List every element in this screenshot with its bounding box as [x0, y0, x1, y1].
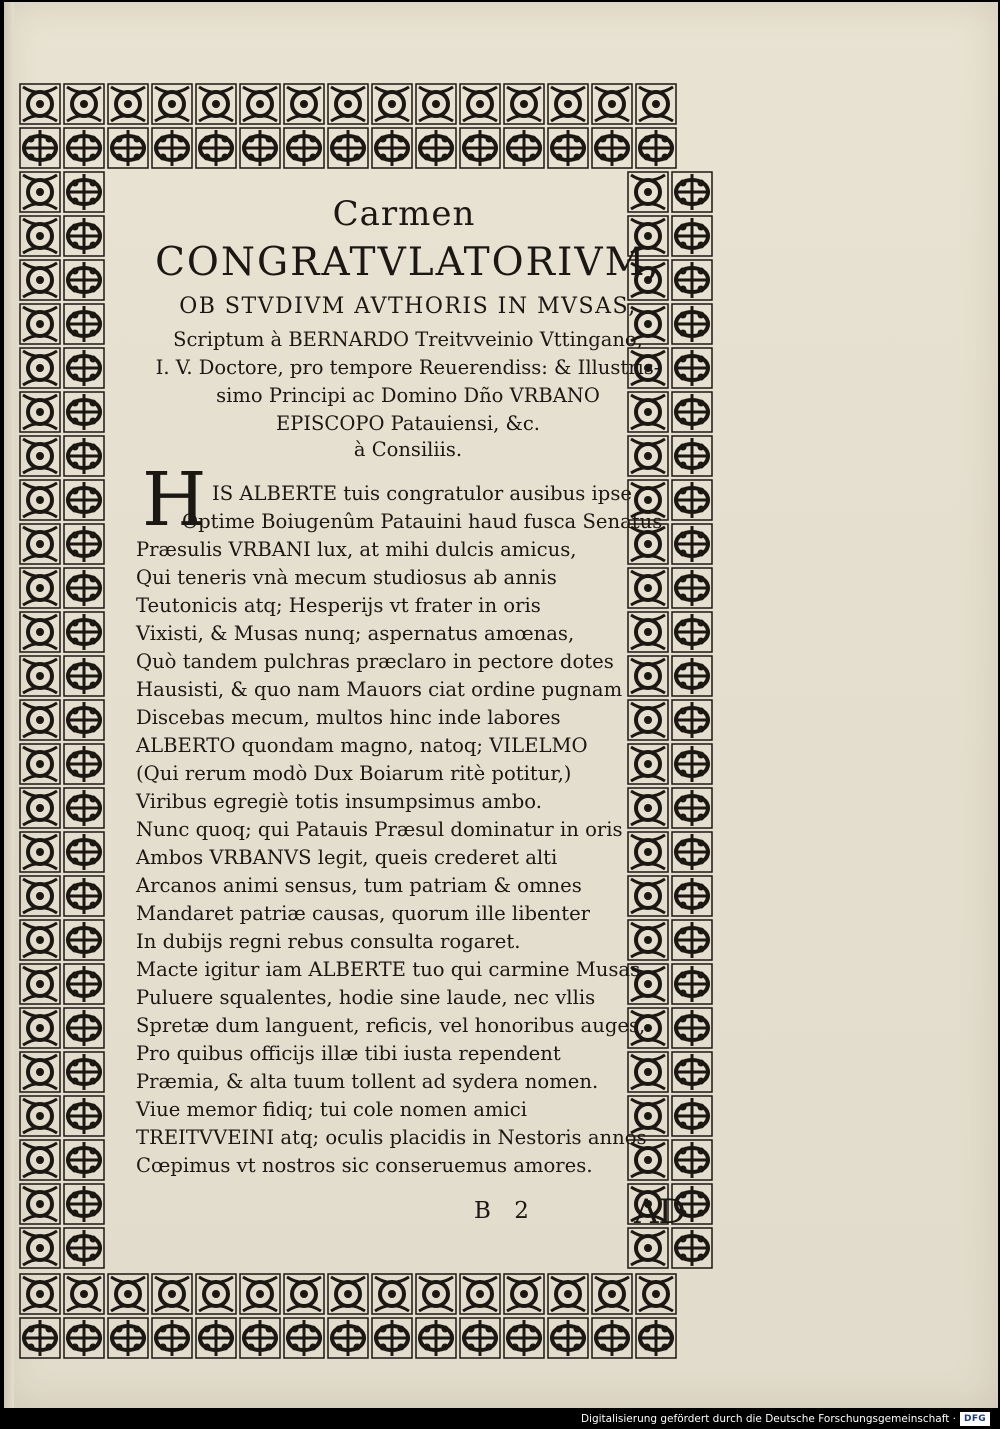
verse-line: (Qui rerum modò Dux Boiarum ritè potitur,) — [136, 762, 572, 785]
ornament-tile — [548, 1318, 588, 1358]
ornament-tile — [20, 1228, 60, 1268]
ornament-tile — [592, 128, 632, 168]
ornament-tile — [20, 1184, 60, 1224]
ornament-tile — [64, 920, 104, 960]
verse-line: Nunc quoq; qui Patauis Præsul dominatur in oris — [136, 818, 623, 841]
ornament-tile — [672, 480, 712, 520]
ornament-tile — [284, 1318, 324, 1358]
ornament-tile — [20, 744, 60, 784]
ornament-tile — [196, 128, 236, 168]
verse-line: Mandaret patriæ causas, quorum ille libenter — [136, 902, 591, 925]
ornament-tile — [328, 1274, 368, 1314]
ornament-tile — [672, 172, 712, 212]
ornament-tile — [64, 84, 104, 124]
ornament-tile — [108, 128, 148, 168]
funding-credit: Digitalisierung gefördert durch die Deutsche Forschungsgemeinschaft · — [580, 1413, 956, 1425]
verse-line: Viribus egregiè totis insumpsimus ambo. — [136, 790, 542, 813]
ornament-tile — [628, 568, 668, 608]
ornament-tile — [20, 920, 60, 960]
ornament-tile — [20, 260, 60, 300]
ornament-tile — [152, 84, 192, 124]
ornament-tile — [372, 84, 412, 124]
ornament-tile — [672, 1008, 712, 1048]
ornament-tile — [416, 84, 456, 124]
heading-line: I. V. Doctore, pro tempore Reuerendiss: & Illustris- — [155, 356, 661, 379]
ornament-tile — [20, 1052, 60, 1092]
ornament-tile — [64, 832, 104, 872]
ornament-tile — [240, 1318, 280, 1358]
verse-line: TREITVVEINI atq; oculis placidis in Nestoris annos — [136, 1126, 647, 1149]
title-carmen: Carmen — [332, 194, 476, 234]
ornament-tile — [240, 1274, 280, 1314]
verse-line: Spretæ dum languent, reficis, vel honoribus auges, — [136, 1014, 646, 1037]
ornament-tile — [460, 128, 500, 168]
verse-line: ALBERTO quondam magno, natoq; VILELMO — [136, 734, 588, 757]
ornament-tile — [672, 700, 712, 740]
ornament-tile — [672, 1140, 712, 1180]
ornament-tile — [628, 788, 668, 828]
ornament-tile — [64, 392, 104, 432]
ornament-tile — [672, 656, 712, 696]
ornament-tile — [108, 1274, 148, 1314]
verse-line: Ambos VRBANVS legit, queis crederet alti — [136, 846, 558, 869]
ornament-tile — [64, 700, 104, 740]
heading-line: Scriptum à BERNARDO Treitvveinio Vttingano, — [173, 328, 643, 351]
verse-line: Cœpimus vt nostros sic conseruemus amores. — [136, 1154, 593, 1177]
verse-line: Pro quibus officijs illæ tibi iusta rependent — [136, 1042, 561, 1065]
ornament-tile — [64, 876, 104, 916]
ornament-tile — [64, 480, 104, 520]
ornament-tile — [20, 612, 60, 652]
ornament-tile — [64, 568, 104, 608]
ornament-tile — [152, 1274, 192, 1314]
ornament-tile — [504, 1274, 544, 1314]
ornament-tile — [20, 656, 60, 696]
page-edge — [4, 2, 14, 1408]
ornament-tile — [196, 84, 236, 124]
ornament-tile — [64, 656, 104, 696]
verse-line: IS ALBERTE tuis congratulor ausibus ipse — [212, 482, 632, 505]
ornament-tile — [628, 744, 668, 784]
ornament-tile — [504, 1318, 544, 1358]
ornament-tile — [284, 1274, 324, 1314]
ornament-tile — [628, 656, 668, 696]
heading-line: à Consiliis. — [353, 438, 463, 461]
ornament-tile — [20, 1096, 60, 1136]
ornament-tile — [20, 436, 60, 476]
verse-line: Arcanos animi sensus, tum patriam & omnes — [136, 874, 582, 897]
ornament-tile — [504, 84, 544, 124]
ornament-tile — [672, 964, 712, 1004]
heading-line: simo Principi ac Domino Dño VRBANO — [216, 384, 600, 407]
ornament-tile — [64, 964, 104, 1004]
ornament-tile — [20, 1274, 60, 1314]
ornament-tile — [20, 568, 60, 608]
ornament-tile — [628, 172, 668, 212]
ornament-tile — [64, 524, 104, 564]
ornament-tile — [20, 216, 60, 256]
ornament-tile — [372, 1318, 412, 1358]
ornament-tile — [20, 832, 60, 872]
ornament-tile — [20, 876, 60, 916]
ornament-tile — [64, 1096, 104, 1136]
ornament-tile — [64, 260, 104, 300]
catchword: AD — [634, 1192, 686, 1232]
ornament-tile — [20, 480, 60, 520]
heading-line: EPISCOPO Patauiensi, &c. — [276, 412, 540, 435]
ornament-tile — [636, 1274, 676, 1314]
ornament-tile — [108, 84, 148, 124]
ornament-tile — [628, 700, 668, 740]
ornament-tile — [20, 1008, 60, 1048]
ornament-tile — [328, 1318, 368, 1358]
ornament-tile — [548, 1274, 588, 1314]
ornament-tile — [20, 788, 60, 828]
ornament-tile — [196, 1274, 236, 1314]
subtitle: OB STVDIVM AVTHORIS IN MVSAS, — [179, 294, 637, 319]
ornament-tile — [672, 612, 712, 652]
ornament-tile — [20, 1140, 60, 1180]
ornament-tile — [108, 1318, 148, 1358]
ornament-tile — [672, 788, 712, 828]
ornament-tile — [196, 1318, 236, 1358]
ornament-tile — [20, 128, 60, 168]
ornament-tile — [672, 1052, 712, 1092]
ornament-tile — [672, 1228, 712, 1268]
dfg-logo-icon: DFG — [960, 1412, 990, 1426]
verse-line: Discebas mecum, multos hinc inde labores — [136, 706, 561, 729]
ornament-tile — [64, 436, 104, 476]
verse-line: Præsulis VRBANI lux, at mihi dulcis amicus, — [136, 538, 577, 561]
ornament-tile — [64, 788, 104, 828]
ornament-tile — [64, 1052, 104, 1092]
ornament-tile — [64, 172, 104, 212]
ornament-tile — [64, 1274, 104, 1314]
ornament-tile — [628, 876, 668, 916]
ornament-tile — [504, 128, 544, 168]
ornament-tile — [592, 1318, 632, 1358]
ornament-tile — [64, 348, 104, 388]
ornament-tile — [548, 128, 588, 168]
drop-cap: H — [142, 457, 207, 543]
ornament-tile — [672, 876, 712, 916]
ornament-tile — [20, 1318, 60, 1358]
title-main: CONGRATVLATORIVM, — [155, 240, 661, 285]
verse-line: Viue memor fidiq; tui cole nomen amici — [136, 1098, 527, 1121]
ornament-tile — [152, 128, 192, 168]
ornament-tile — [460, 84, 500, 124]
ornament-tile — [64, 744, 104, 784]
ornament-tile — [284, 128, 324, 168]
ornament-tile — [20, 304, 60, 344]
ornament-tile — [64, 128, 104, 168]
ornament-tile — [672, 1096, 712, 1136]
ornament-tile — [592, 84, 632, 124]
ornament-tile — [416, 1318, 456, 1358]
verse-line: Hausisti, & quo nam Mauors ciat ordine pugnam — [136, 678, 623, 701]
ornament-tile — [416, 1274, 456, 1314]
ornament-tile — [64, 216, 104, 256]
ornament-tile — [628, 832, 668, 872]
ornament-tile — [64, 1184, 104, 1224]
ornament-tile — [672, 920, 712, 960]
ornament-tile — [628, 1228, 668, 1268]
ornament-tile — [672, 568, 712, 608]
ornament-tile — [20, 348, 60, 388]
verse-line: Præmia, & alta tuum tollent ad sydera nomen. — [136, 1070, 599, 1093]
ornament-tile — [628, 1052, 668, 1092]
ornament-tile — [240, 84, 280, 124]
ornament-tile — [328, 128, 368, 168]
ornament-tile — [20, 172, 60, 212]
verse-line: Qui teneris vnà mecum studiosus ab annis — [136, 566, 557, 589]
ornament-tile — [592, 1274, 632, 1314]
ornament-tile — [636, 128, 676, 168]
ornament-tile — [20, 392, 60, 432]
ornament-tile — [64, 1228, 104, 1268]
verse-line: Puluere squalentes, hodie sine laude, nec vllis — [136, 986, 596, 1009]
ornament-tile — [20, 700, 60, 740]
verse-line: Quò tandem pulchras præclaro in pectore dotes — [136, 650, 614, 673]
ornament-tile — [628, 612, 668, 652]
ornament-tile — [416, 128, 456, 168]
ornament-tile — [20, 964, 60, 1004]
ornament-tile — [372, 128, 412, 168]
ornament-tile — [64, 304, 104, 344]
ornament-tile — [328, 84, 368, 124]
ornament-tile — [460, 1318, 500, 1358]
ornament-tile — [672, 744, 712, 784]
ornament-tile — [284, 84, 324, 124]
ornament-tile — [636, 84, 676, 124]
verse-line: Optime Boiugenûm Patauini haud fusca Senatus — [182, 510, 663, 533]
ornament-tile — [20, 524, 60, 564]
ornament-tile — [64, 1318, 104, 1358]
ornament-tile — [64, 612, 104, 652]
ornament-tile — [548, 84, 588, 124]
ornament-tile — [240, 128, 280, 168]
ornament-tile — [64, 1008, 104, 1048]
ornament-tile — [20, 84, 60, 124]
signature-mark: B 2 — [474, 1198, 537, 1224]
ornament-tile — [152, 1318, 192, 1358]
ornament-tile — [372, 1274, 412, 1314]
ornament-tile — [628, 920, 668, 960]
ornament-tile — [672, 832, 712, 872]
verse-line: In dubijs regni rebus consulta rogaret. — [136, 930, 521, 953]
ornament-tile — [64, 1140, 104, 1180]
verse-line: Vixisti, & Musas nunq; aspernatus amœnas, — [136, 622, 575, 645]
ornament-tile — [672, 524, 712, 564]
verse-line: Macte igitur iam ALBERTE tuo qui carmine Musas — [136, 958, 641, 981]
ornament-tile — [460, 1274, 500, 1314]
ornament-tile — [636, 1318, 676, 1358]
verse-line: Teutonicis atq; Hesperijs vt frater in oris — [136, 594, 541, 617]
